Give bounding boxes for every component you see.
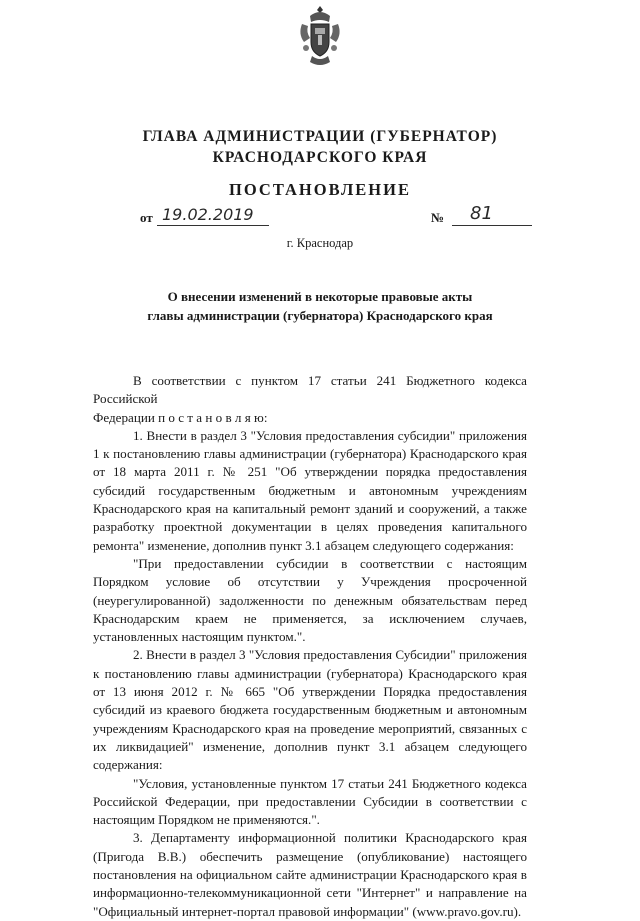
quote-1: "При предоставлении субсидии в соответствии с настоящим Порядком условие об отсутствии у Учреждения просроченной (неурегулированной) задолженности по денежным обязательствам перед Краснодарским краем не применяется, за исключением случаев, установленных настоящим пунктом.". [93, 555, 527, 645]
number-underline [452, 225, 532, 226]
issuer-title [0, 126, 640, 168]
coat-of-arms-icon [296, 4, 344, 68]
subject-line-1: О внесении изменений в некоторые правовые акты [167, 289, 473, 304]
issuer-line-1: ГЛАВА АДМИНИСТРАЦИИ (ГУБЕРНАТОР) [142, 128, 498, 145]
document-body [93, 372, 527, 921]
number-value: 81 [470, 203, 493, 224]
date-underline [157, 225, 269, 226]
date-label: от [140, 210, 153, 225]
item-1: 1. Внести в раздел 3 "Условия предоставления субсидии" приложения 1 к постановлению главы администрации (губернатора) Краснодарского края от 18 марта 2011 г. № 251 "Об утверждении порядка предоставления субсидий государственным бюджетным и автономным учреждениям Краснодарского края на капитальный ремонт зданий и сооружений, а также разработку проектной документации в целях проведения капитального ремонта" изменение, дополнив пункт 3.1 абзацем следующего содержания: [93, 427, 527, 553]
subject-line-2: главы администрации (губернатора) Краснодарского края [147, 308, 493, 323]
city: г. Краснодар [286, 236, 354, 250]
item-2: 2. Внести в раздел 3 "Условия предоставления Субсидии" приложения к постановлению главы администрации (губернатора) Краснодарского края от 13 июня 2012 г. № 665 "Об утверждении Порядка предоставления субсидий из краевого бюджета государственным бюджетным и автономным учреждениям Краснодарского края на проведение мероприятий, связанных с их ликвидацией" изменение, дополнив пункт 3.1 абзацем следующего содержания: [93, 647, 527, 773]
document-type: ПОСТАНОВЛЕНИЕ [229, 180, 411, 199]
quote-2: "Условия, установленные пунктом 17 статьи 241 Бюджетного кодекса Российской Федерации, при предоставлении Субсидии в соответствии с настоящим Порядком не применяются.". [93, 775, 527, 828]
intro-continuation: Федерации п о с т а н о в л я ю: [93, 409, 268, 425]
intro-paragraph: В соответствии с пунктом 17 статьи 241 Бюджетного кодекса Российской [93, 373, 527, 407]
issuer-line-2: КРАСНОДАРСКОГО КРАЯ [212, 149, 428, 166]
number-label: № [431, 210, 445, 225]
document-subject [0, 287, 640, 325]
item-3: 3. Департаменту информационной политики Краснодарского края (Пригода В.В.) обеспечить размещение (опубликование) настоящего постановления на официальном сайте администрации Краснодарского края в информационно-телекоммуникационной сети "Интернет" и направление на "Официальный интернет-портал правовой информации" (www.pravo.gov.ru). [93, 830, 527, 919]
document-meta [0, 203, 640, 230]
date-value: 19.02.2019 [162, 205, 254, 224]
